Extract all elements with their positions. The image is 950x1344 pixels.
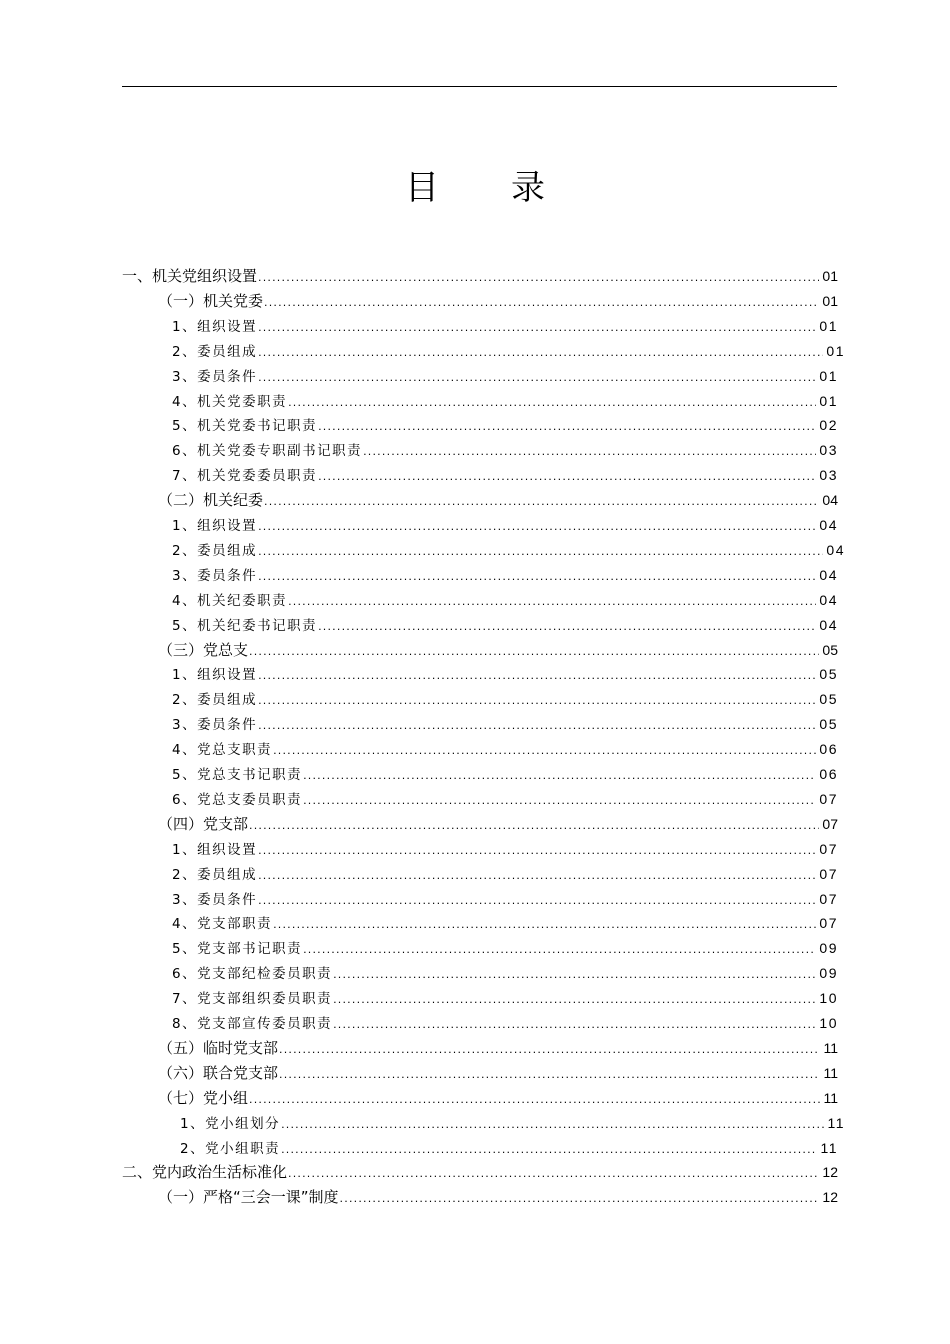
toc-leader-dots <box>258 566 816 588</box>
toc-entry-page-number: 04 <box>822 492 838 509</box>
toc-entry-label: 3、委员条件 <box>172 891 258 908</box>
toc-entry[interactable] <box>172 514 838 536</box>
toc-leader-dots <box>363 441 816 463</box>
toc-entry[interactable] <box>172 564 838 586</box>
toc-entry-label: （六）联合党支部 <box>158 1063 279 1082</box>
toc-entry-label: （二）机关纪委 <box>158 491 264 510</box>
toc-entry[interactable] <box>172 738 838 760</box>
toc-entry[interactable] <box>158 1087 838 1109</box>
toc-entry-page-number: 07 <box>819 840 838 857</box>
toc-entry[interactable] <box>172 439 838 461</box>
toc-entry-page-number: 11 <box>823 1064 838 1081</box>
toc-leader-dots <box>258 715 816 737</box>
toc-entry-page-number: 07 <box>819 890 838 907</box>
toc-entry[interactable] <box>158 639 838 661</box>
toc-entry[interactable] <box>172 414 838 436</box>
toc-entry-label: 一、机关党组织设置 <box>122 267 258 285</box>
page-title-char-2: 录 <box>511 168 545 208</box>
toc-entry[interactable] <box>122 265 838 287</box>
toc-leader-dots <box>303 939 816 961</box>
toc-leader-dots <box>258 840 816 862</box>
toc-entry-page-number: 10 <box>819 1015 838 1031</box>
toc-entry[interactable] <box>172 937 838 959</box>
toc-entry-label: 1、组织设置 <box>172 318 258 335</box>
toc-leader-dots <box>258 890 816 912</box>
toc-entry-label: 3、委员条件 <box>172 567 258 584</box>
toc-entry-page-number: 01 <box>826 342 845 359</box>
toc-leader-dots <box>258 690 816 712</box>
toc-entry-label: 3、委员条件 <box>172 368 258 385</box>
toc-entry[interactable] <box>180 1137 838 1159</box>
toc-entry-label: 6、机关党委专职副书记职责 <box>172 443 363 460</box>
toc-entry-label: （一）严格“三会一课”制度 <box>158 1188 339 1207</box>
toc-entry-page-number: 04 <box>819 517 838 533</box>
toc-entry-page-number: 11 <box>823 1089 838 1106</box>
toc-leader-dots <box>303 790 816 812</box>
toc-entry[interactable] <box>172 912 838 934</box>
toc-entry[interactable] <box>172 340 845 362</box>
toc-entry[interactable] <box>158 1037 838 1059</box>
toc-leader-dots <box>249 641 819 663</box>
toc-leader-dots <box>258 865 816 887</box>
toc-leader-dots <box>318 616 816 638</box>
toc-entry-page-number: 01 <box>822 292 838 309</box>
toc-leader-dots <box>288 1163 819 1185</box>
toc-entry-page-number: 04 <box>819 616 838 633</box>
toc-leader-dots <box>258 665 816 687</box>
toc-leader-dots <box>273 914 816 936</box>
toc-entry-page-number: 01 <box>822 268 838 284</box>
toc-entry-page-number: 02 <box>819 417 838 434</box>
toc-entry-label: （五）临时党支部 <box>158 1038 279 1057</box>
toc-entry-page-number: 06 <box>819 741 838 758</box>
toc-leader-dots <box>318 416 816 438</box>
toc-entry-label: 1、组织设置 <box>172 667 258 684</box>
toc-leader-dots <box>258 317 816 339</box>
page-title-char-1: 目 <box>405 168 439 208</box>
toc-entry-label: 1、党小组划分 <box>180 1115 281 1132</box>
toc-entry[interactable] <box>158 290 838 312</box>
toc-entry[interactable] <box>172 663 838 685</box>
toc-leader-dots <box>258 367 816 389</box>
toc-entry-page-number: 07 <box>819 790 838 807</box>
toc-entry[interactable] <box>172 1012 838 1034</box>
toc-leader-dots <box>288 392 816 414</box>
toc-leader-dots <box>279 1039 820 1061</box>
toc-entry-page-number: 04 <box>826 541 845 558</box>
page-title <box>0 160 950 209</box>
toc-leader-dots <box>303 765 816 787</box>
toc-leader-dots <box>340 1188 820 1210</box>
toc-entry-label: 8、党支部宣传委员职责 <box>172 1016 333 1032</box>
toc-entry-page-number: 11 <box>820 1139 838 1156</box>
toc-entry-label: （七）党小组 <box>158 1088 249 1107</box>
toc-entry[interactable] <box>158 489 838 511</box>
toc-entry-label: （四）党支部 <box>158 814 249 833</box>
toc-entry[interactable] <box>172 888 838 910</box>
toc-entry-label: （三）党总支 <box>158 640 249 659</box>
toc-entry-page-number: 11 <box>823 1039 838 1056</box>
toc-entry[interactable] <box>180 1112 845 1134</box>
toc-leader-dots <box>281 1139 817 1161</box>
toc-entry-page-number: 01 <box>819 392 838 409</box>
toc-leader-dots <box>288 591 816 613</box>
toc-entry-page-number: 07 <box>822 815 838 832</box>
toc-leader-dots <box>279 1064 820 1086</box>
toc-leader-dots <box>249 1089 820 1111</box>
toc-entry[interactable] <box>158 1186 838 1208</box>
toc-leader-dots <box>333 1014 816 1036</box>
toc-entry-label: 4、机关党委职责 <box>172 393 288 410</box>
toc-entry[interactable] <box>172 688 838 710</box>
toc-entry[interactable] <box>172 863 838 885</box>
toc-entry-label: 4、党总支职责 <box>172 742 273 759</box>
toc-leader-dots <box>318 466 816 488</box>
toc-entry-label: 1、组织设置 <box>172 518 258 534</box>
toc-entry-label: 5、机关纪委书记职责 <box>172 617 318 634</box>
toc-leader-dots <box>258 267 819 289</box>
toc-leader-dots <box>264 491 819 513</box>
toc-entry[interactable] <box>172 315 838 337</box>
toc-entry-page-number: 12 <box>822 1164 838 1181</box>
toc-entry-page-number: 04 <box>819 566 838 583</box>
toc-entry-label: 2、委员组成 <box>172 692 258 709</box>
toc-entry-label: 5、党支部书记职责 <box>172 941 303 958</box>
toc-entry-label: 6、党支部纪检委员职责 <box>172 966 333 983</box>
toc-entry[interactable] <box>172 390 838 412</box>
toc-entry[interactable] <box>158 813 838 835</box>
toc-entry-label: 5、党总支书记职责 <box>172 767 303 783</box>
toc-entry[interactable] <box>172 763 838 785</box>
toc-entry-page-number: 04 <box>819 591 838 608</box>
toc-entry-page-number: 11 <box>827 1114 845 1131</box>
toc-entry-page-number: 12 <box>822 1189 838 1206</box>
toc-entry-label: 7、机关党委委员职责 <box>172 468 318 485</box>
toc-entry[interactable] <box>172 464 838 486</box>
toc-entry-page-number: 07 <box>819 915 838 932</box>
toc-entry[interactable] <box>172 614 838 636</box>
toc-entry-label: 二、党内政治生活标准化 <box>122 1163 288 1182</box>
toc-entry-label: 2、委员组成 <box>172 542 258 559</box>
toc-entry-label: 2、党小组职责 <box>180 1140 281 1157</box>
toc-entry-page-number: 06 <box>819 766 838 782</box>
toc-entry[interactable] <box>172 788 838 810</box>
toc-leader-dots <box>273 740 816 762</box>
toc-entry-page-number: 07 <box>819 865 838 882</box>
toc-leader-dots <box>333 964 816 986</box>
toc-leader-dots <box>258 541 823 563</box>
toc-entry-label: 3、委员条件 <box>172 717 258 734</box>
toc-entry-label: 1、组织设置 <box>172 841 258 858</box>
toc-leader-dots <box>333 989 816 1011</box>
toc-entry-label: 4、党支部职责 <box>172 916 273 933</box>
toc-entry-page-number: 09 <box>819 940 838 957</box>
toc-entry[interactable] <box>122 1161 838 1183</box>
toc-entry[interactable] <box>172 713 838 735</box>
toc-entry-label: 2、委员组成 <box>172 866 258 883</box>
toc-entry-page-number: 09 <box>819 965 838 982</box>
toc-entry-label: （一）机关党委 <box>158 291 264 310</box>
toc-entry[interactable] <box>158 1062 838 1084</box>
toc-entry-label: 7、党支部组织委员职责 <box>172 991 333 1008</box>
toc-leader-dots <box>258 342 823 364</box>
toc-entry[interactable] <box>172 539 845 561</box>
toc-leader-dots <box>249 815 819 837</box>
toc-leader-dots <box>264 292 819 314</box>
toc-entry[interactable] <box>172 589 838 611</box>
header-rule <box>122 86 837 87</box>
toc-entry-label: 5、机关党委书记职责 <box>172 418 318 435</box>
toc-leader-dots <box>258 516 816 538</box>
toc-entry-page-number: 01 <box>819 367 838 384</box>
toc-entry-page-number: 01 <box>819 317 838 334</box>
toc-entry[interactable] <box>172 987 838 1009</box>
toc-entry-page-number: 05 <box>822 641 838 658</box>
toc-entry[interactable] <box>172 365 838 387</box>
toc-entry-page-number: 03 <box>819 442 838 459</box>
toc-entry-page-number: 05 <box>819 691 838 708</box>
toc-entry-page-number: 03 <box>819 467 838 484</box>
toc-entry-label: 4、机关纪委职责 <box>172 592 288 609</box>
toc-entry[interactable] <box>172 838 838 860</box>
toc-entry[interactable] <box>172 962 838 984</box>
toc-entry-label: 6、党总支委员职责 <box>172 791 303 808</box>
toc-entry-page-number: 05 <box>819 716 838 733</box>
toc-entry-page-number: 10 <box>819 990 838 1007</box>
toc-leader-dots <box>281 1114 824 1136</box>
toc-entry-page-number: 05 <box>819 666 838 683</box>
toc-entry-label: 2、委员组成 <box>172 343 258 360</box>
